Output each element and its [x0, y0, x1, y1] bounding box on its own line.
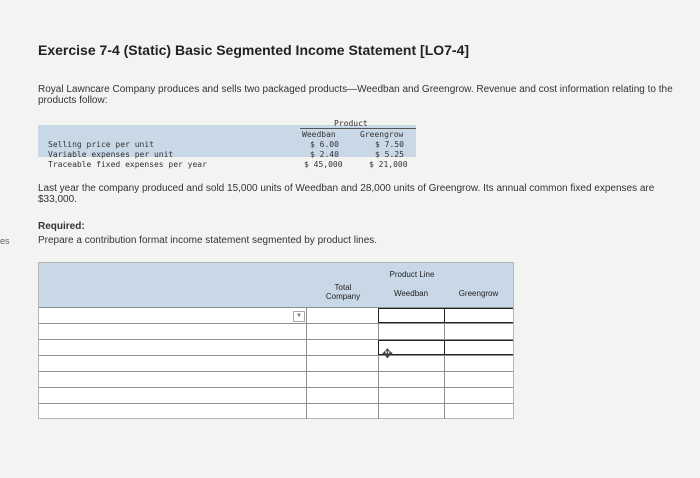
weedban-cell[interactable] [378, 308, 444, 323]
greengrow-selling-price: $ 7.50 [375, 140, 404, 149]
income-statement-table [38, 262, 514, 419]
label-cell[interactable] [39, 356, 306, 371]
greengrow-cell[interactable] [444, 324, 513, 339]
row-label-selling-price: Selling price per unit [48, 140, 154, 149]
edge-label: es [0, 236, 10, 246]
greengrow-column-header: Greengrow [458, 289, 499, 298]
total-cell[interactable] [306, 308, 378, 323]
table-row [39, 339, 513, 355]
total-cell[interactable] [306, 356, 378, 371]
greengrow-variable-expenses: $ 5.25 [375, 150, 404, 159]
table-row [39, 371, 513, 387]
header-underline [300, 128, 416, 129]
weedban-cell[interactable] [378, 388, 444, 403]
row-label-fixed-expenses: Traceable fixed expenses per year [48, 160, 207, 169]
table-row [39, 355, 513, 371]
greengrow-cell[interactable] [444, 340, 513, 355]
weedban-selling-price: $ 6.00 [310, 140, 339, 149]
prepare-instruction: Prepare a contribution format income statement segmented by product lines. [38, 235, 378, 246]
total-cell[interactable] [306, 388, 378, 403]
weedban-header: Weedban [302, 130, 336, 139]
scenario-text: Last year the company produced and sold 15,000 units of Weedban and 28,000 units of Greengrow. Its annual common fixed expenses are $33,000. [38, 183, 655, 205]
table-row [39, 387, 513, 403]
product-info-table [38, 117, 416, 175]
total-cell[interactable] [306, 404, 378, 419]
label-cell[interactable] [39, 404, 306, 419]
label-cell[interactable] [39, 324, 306, 339]
weedban-cell[interactable] [378, 372, 444, 387]
intro-text: Royal Lawncare Company produces and sells two packaged products—Weedban and Greengrow. Revenue and cost information relating to the products follow: [38, 84, 673, 106]
greengrow-header: Greengrow [360, 130, 404, 139]
row-label-variable-expenses: Variable expenses per unit [48, 150, 174, 159]
dropdown-arrow-icon[interactable]: ▼ [293, 311, 305, 322]
required-label: Required: [38, 221, 85, 232]
label-cell[interactable] [39, 388, 306, 403]
weedban-fixed-expenses: $ 45,000 [304, 160, 343, 169]
label-cell[interactable] [39, 308, 306, 323]
table-row [39, 307, 513, 323]
label-cell[interactable] [39, 372, 306, 387]
weedban-cell[interactable] [378, 324, 444, 339]
product-line-header: Product Line [389, 270, 435, 279]
greengrow-fixed-expenses: $ 21,000 [369, 160, 408, 169]
greengrow-cell[interactable] [444, 388, 513, 403]
table-row [39, 403, 513, 419]
total-cell[interactable] [306, 324, 378, 339]
weedban-variable-expenses: $ 2.40 [310, 150, 339, 159]
greengrow-cell[interactable] [444, 308, 513, 323]
greengrow-cell[interactable] [444, 372, 513, 387]
move-cursor-icon: ✥ [382, 346, 393, 361]
page-title: Exercise 7-4 (Static) Basic Segmented Income Statement [LO7-4] [38, 42, 470, 58]
greengrow-cell[interactable] [444, 404, 513, 419]
total-cell[interactable] [306, 372, 378, 387]
table-row [39, 323, 513, 339]
product-header: Product [334, 119, 368, 128]
label-cell[interactable] [39, 340, 306, 355]
total-cell[interactable] [306, 340, 378, 355]
weedban-cell[interactable] [378, 404, 444, 419]
total-company-header: Total Company [325, 283, 361, 301]
weedban-column-header: Weedban [393, 289, 429, 298]
greengrow-cell[interactable] [444, 356, 513, 371]
